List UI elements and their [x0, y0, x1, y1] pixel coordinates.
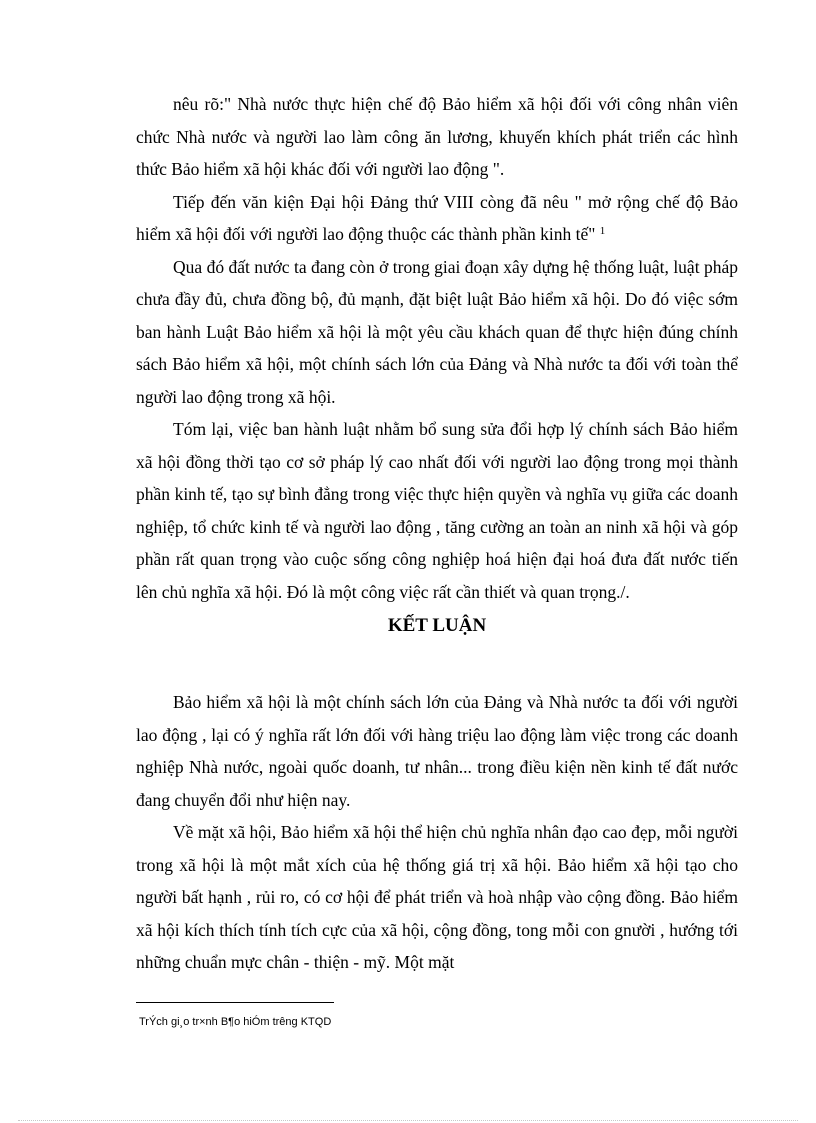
document-body [136, 88, 738, 979]
footnote-marker: 1 [599, 225, 606, 237]
paragraph-party-congress-text: Tiếp đến văn kiện Đại hội Đảng thứ VIII còng đã nêu " mở rộng chế độ Bảo hiểm xã hội đối với người lao động thuộc các thành phần kinh tế" [136, 191, 738, 244]
footnote-separator [136, 1002, 334, 1003]
paragraph-party-congress [136, 186, 738, 251]
paragraph-conclusion-2: Về mặt xã hội, Bảo hiểm xã hội thể hiện chủ nghĩa nhân đạo cao đẹp, mỗi người trong xã hội là một mắt xích của hệ thống giá trị xã hội. Bảo hiểm xã hội tạo cho người bất hạnh , rủi ro, có cơ hội để phát triển và hoà nhập vào cộng đồng. Bảo hiểm xã hội kích thích tính tích cực của xã hội, cộng đồng, tong mỗi con gnười , hướng tới những chuẩn mực chân - thiện - mỹ. Một mặt [136, 822, 738, 972]
paragraph-conclusion-1: Bảo hiểm xã hội là một chính sách lớn của Đảng và Nhà nước ta đối với người lao động , lại có ý nghĩa rất lớn đối với hàng triệu lao động làm việc trong các doanh nghiệp Nhà nước, ngoài quốc doanh, tư nhân... trong điều kiện nền kinh tế đất nước đang chuyển đổi như hiện nay. [136, 692, 738, 810]
paragraph-legal-system: Qua đó đất nước ta đang còn ở trong giai đoạn xây dựng hệ thống luật, luật pháp chưa đầy đủ, chưa đồng bộ, đủ mạnh, đặt biệt luật Bảo hiểm xã hội. Do đó việc sớm ban hành Luật Bảo hiểm xã hội là một yêu cầu khách quan để thực hiện đúng chính sách Bảo hiểm xã hội, một chính sách lớn của Đảng và Nhà nước ta đối với toàn thể người lao động trong xã hội. [136, 256, 738, 407]
footnote-text: TrÝch gi¸o tr×nh B¶o hiÓm trêng KTQD [139, 1016, 332, 1028]
paragraph-intro-continued: nêu rõ:" Nhà nước thực hiện chế độ Bảo hiểm xã hội đối với công nhân viên chức Nhà nước và người lao làm công ăn lương, khuyến khích phát triển các hình thức Bảo hiểm xã hội khác đối với người lao động ". [136, 94, 738, 179]
section-heading-conclusion: KẾT LUẬN [387, 615, 487, 636]
page-bottom-border [18, 1120, 798, 1121]
paragraph-summary: Tóm lại, việc ban hành luật nhằm bổ sung sửa đổi hợp lý chính sách Bảo hiểm xã hội đồng thời tạo cơ sở pháp lý cao nhất đối với người lao động trong mọi thành phần kinh tế, tạo sự bình đẳng trong việc thực hiện quyền và nghĩa vụ giữa các doanh nghiệp, tổ chức kinh tế và người lao động , tăng cường an toàn an ninh xã hội và góp phần rất quan trọng vào cuộc sống công nghiệp hoá hiện đại hoá đưa đất nước tiến lên chủ nghĩa xã hội. Đó là một công việc rất cần thiết và quan trọng./. [136, 419, 738, 602]
